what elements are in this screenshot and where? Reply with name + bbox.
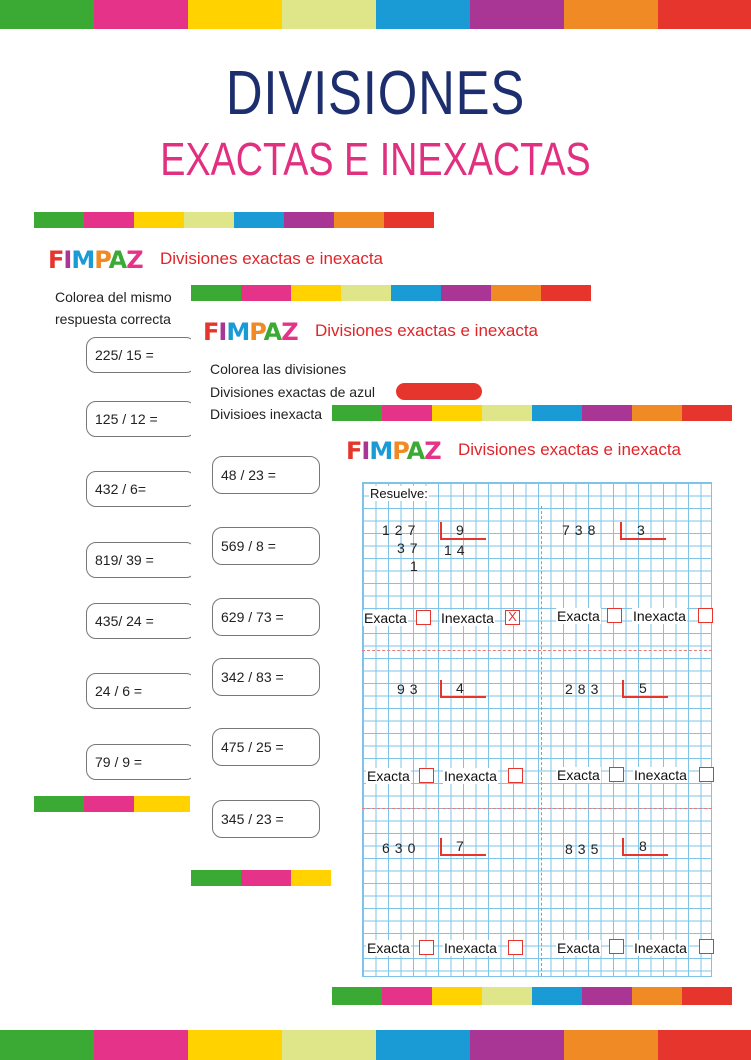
divisor: 7	[456, 838, 464, 854]
horizontal-divider	[362, 650, 712, 651]
divisor: 8	[639, 838, 647, 854]
inexact-checkbox[interactable]	[699, 767, 714, 782]
exact-label: Exacta	[557, 767, 600, 783]
exact-label: Exacta	[367, 768, 410, 784]
sheet2-instruction-2: Divisiones exactas de azul	[210, 384, 375, 400]
inexact-label: Inexacta	[634, 767, 687, 783]
sheet3-bottom-strip	[332, 987, 732, 1005]
dividend: 835	[565, 841, 604, 857]
inexact-checkbox[interactable]	[508, 768, 523, 783]
exact-checkbox[interactable]	[419, 940, 434, 955]
division-box[interactable]: 629 / 73 =	[212, 598, 320, 636]
horizontal-divider	[362, 808, 712, 809]
page-subtitle: EXACTAS E INEXACTAS	[160, 133, 591, 185]
sheet2-color-strip	[191, 285, 591, 301]
sheet1-logo: FIMPAZ	[48, 246, 143, 274]
quotient: 14	[444, 542, 470, 558]
sheet3-title: Divisiones exactas e inexacta	[458, 440, 682, 459]
sheet2-logo: FIMPAZ	[203, 318, 298, 346]
sheet1-instruction-1: Colorea del mismo	[55, 289, 172, 305]
inexact-checkbox[interactable]	[508, 940, 523, 955]
graph-paper-grid	[362, 482, 712, 977]
division-box[interactable]: 24 / 6 =	[86, 673, 196, 709]
inexact-checkbox[interactable]	[699, 939, 714, 954]
sheet1-title: Divisiones exactas e inexacta	[160, 249, 384, 268]
exact-checkbox[interactable]	[416, 610, 431, 625]
sheet2-instruction-3: Divisioes inexacta	[210, 406, 323, 422]
sheet1-instruction-2: respuesta correcta	[55, 311, 171, 327]
division-box[interactable]: 819/ 39 =	[86, 542, 196, 578]
divisor: 4	[456, 680, 464, 696]
sheet1-bottom-strip	[34, 796, 190, 812]
divisor: 9	[456, 522, 464, 538]
sheet2-instruction-1: Colorea las divisiones	[210, 361, 347, 377]
divisor: 3	[637, 522, 645, 538]
top-color-strip	[0, 0, 751, 29]
dividend: 93	[397, 681, 423, 697]
division-box[interactable]: 79 / 9 =	[86, 744, 196, 780]
sheet2-title: Divisiones exactas e inexacta	[315, 321, 539, 340]
bottom-color-strip	[0, 1030, 751, 1060]
inexact-label: Inexacta	[634, 940, 687, 956]
exact-checkbox[interactable]	[419, 768, 434, 783]
sheet2-bottom-strip	[191, 870, 331, 886]
division-box[interactable]: 432 / 6=	[86, 471, 196, 507]
vertical-divider	[541, 506, 542, 976]
sheet3-logo: FIMPAZ	[346, 437, 441, 465]
division-box[interactable]: 225/ 15 =	[86, 337, 196, 373]
dividend: 127	[382, 522, 421, 538]
exact-checkbox[interactable]	[607, 608, 622, 623]
inexact-label: Inexacta	[633, 608, 686, 624]
division-box[interactable]: 569 / 8 =	[212, 527, 320, 565]
exact-label: Exacta	[364, 610, 407, 626]
division-box[interactable]: 48 / 23 =	[212, 456, 320, 494]
inexact-label: Inexacta	[444, 940, 497, 956]
inexact-checkbox[interactable]: X	[505, 610, 520, 625]
work-remainder: 37	[397, 540, 423, 556]
blue-color-key-swatch	[396, 383, 482, 400]
inexact-label: Inexacta	[441, 610, 494, 626]
dividend: 630	[382, 840, 421, 856]
exact-checkbox[interactable]	[609, 939, 624, 954]
division-box[interactable]: 345 / 23 =	[212, 800, 320, 838]
divisor: 5	[639, 680, 647, 696]
final-remainder: 1	[410, 558, 423, 574]
exact-label: Exacta	[367, 940, 410, 956]
division-box[interactable]: 342 / 83 =	[212, 658, 320, 696]
inexact-checkbox[interactable]	[698, 608, 713, 623]
exact-checkbox[interactable]	[609, 767, 624, 782]
division-box[interactable]: 435/ 24 =	[86, 603, 196, 639]
sheet3-color-strip	[332, 405, 732, 421]
dividend: 283	[565, 681, 604, 697]
division-box[interactable]: 475 / 25 =	[212, 728, 320, 766]
exact-label: Exacta	[557, 940, 600, 956]
sheet1-color-strip	[34, 212, 434, 228]
division-box[interactable]: 125 / 12 =	[86, 401, 196, 437]
inexact-label: Inexacta	[444, 768, 497, 784]
page-title: DIVISIONES	[225, 59, 526, 128]
dividend: 738	[562, 522, 601, 538]
exact-label: Exacta	[557, 608, 600, 624]
sheet3-instruction: Resuelve:	[370, 486, 428, 501]
